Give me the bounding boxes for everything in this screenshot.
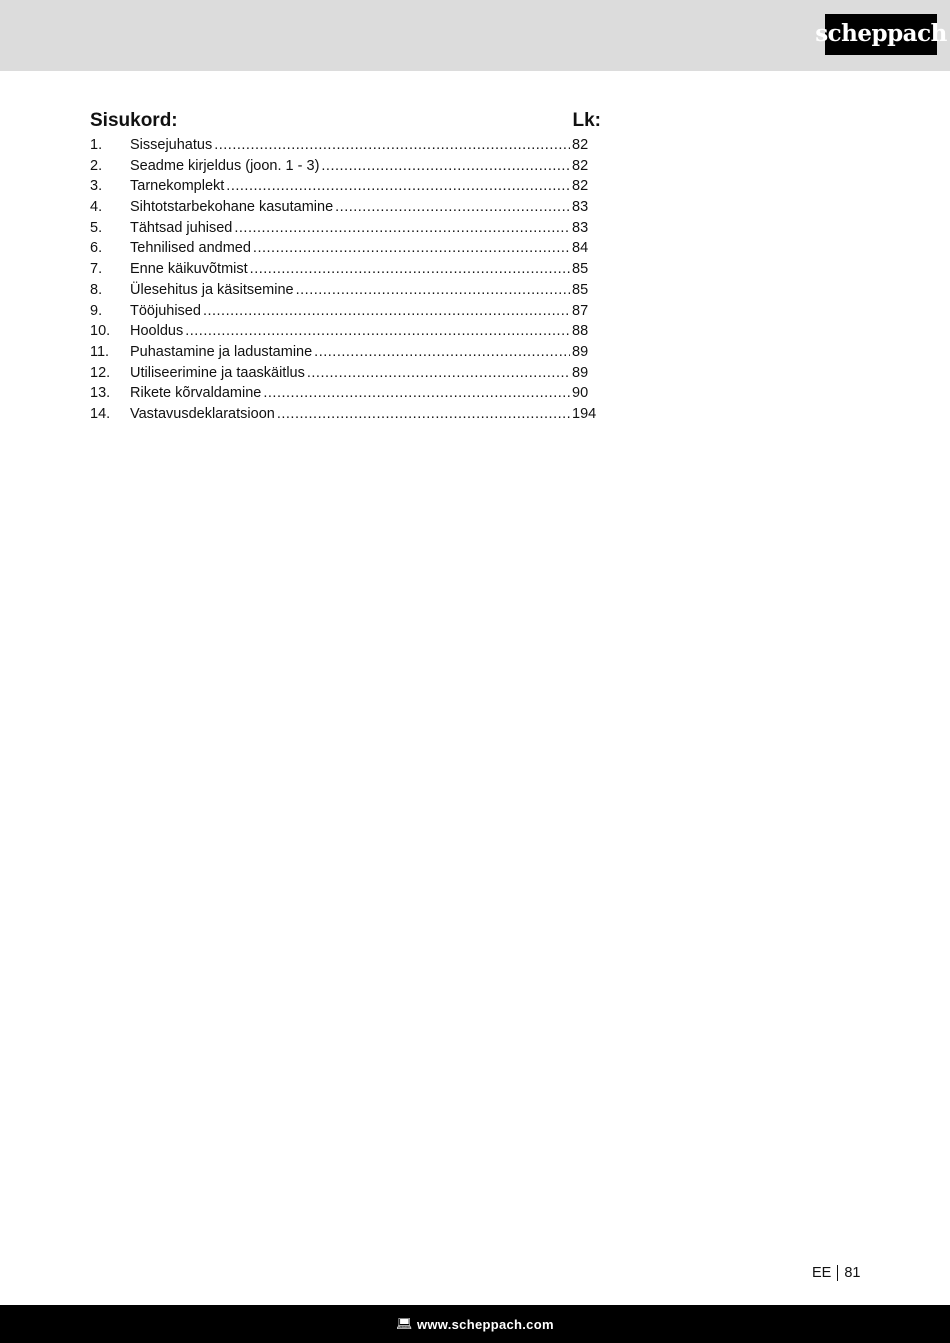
website-link[interactable]: www.scheppach.com <box>416 1316 554 1332</box>
toc-list <box>90 135 602 425</box>
toc-entry-label: Sissejuhatus <box>130 137 213 153</box>
toc-dot-leader <box>321 156 570 177</box>
toc-entry[interactable] <box>90 197 602 218</box>
toc-entry-number: 2. <box>90 157 103 174</box>
toc-entry-number: 13. <box>90 385 111 402</box>
toc-entry-number: 12. <box>90 364 111 381</box>
toc-entry-label: Puhastamine ja ladustamine <box>130 343 313 360</box>
toc-entry-label: Seadme kirjeldus (joon. 1 - 3) <box>130 157 320 174</box>
toc-entry-number: 9. <box>90 302 103 319</box>
language-code: EE <box>812 1265 832 1281</box>
toc-entry[interactable] <box>90 135 602 156</box>
toc-entry-label: Sihtotstarbekohane kasutamine <box>130 199 334 216</box>
computer-icon: 💻︎ <box>396 1316 413 1331</box>
toc-entry-label: Utiliseerimine ja taaskäitlus <box>130 364 305 381</box>
scheppach-logo <box>815 14 947 55</box>
page-number-value: 81 <box>844 1265 861 1281</box>
toc-dot-leader <box>314 342 570 363</box>
toc-entry-label: Enne käikuvõtmist <box>130 261 248 278</box>
toc-entry-number: 1. <box>90 137 103 153</box>
toc-entry-page: 84 <box>572 240 589 257</box>
toc-dot-leader <box>335 197 570 218</box>
toc-entry-number: 3. <box>90 178 103 195</box>
toc-entry-page: 82 <box>572 137 589 153</box>
toc-entry[interactable] <box>90 156 602 177</box>
toc-entry-label: Tehnilised andmed <box>130 240 251 257</box>
header-bar <box>0 0 950 71</box>
toc-dot-leader <box>226 176 570 197</box>
toc-entry[interactable] <box>90 363 602 384</box>
toc-entry[interactable] <box>90 342 602 363</box>
toc-dot-leader <box>185 321 570 342</box>
toc-entry[interactable] <box>90 383 602 404</box>
toc-entry-number: 5. <box>90 219 103 236</box>
toc-dot-leader <box>296 280 570 301</box>
toc-entry-number: 14. <box>90 405 111 422</box>
toc-entry[interactable] <box>90 301 602 322</box>
toc-entry-page: 90 <box>572 385 589 402</box>
toc-entry-page: 89 <box>572 364 589 381</box>
toc-entry[interactable] <box>90 238 602 259</box>
toc-entry-page: 82 <box>572 178 589 195</box>
toc-entry-page: 88 <box>572 323 589 340</box>
toc-entry-number: 6. <box>90 240 103 257</box>
page-number <box>812 1265 860 1281</box>
toc-entry-label: Rikete kõrvaldamine <box>130 385 262 402</box>
toc-entry-number: 4. <box>90 199 103 216</box>
toc-entry-label: Tarnekomplekt <box>130 178 225 195</box>
toc-entry-page: 83 <box>572 199 589 216</box>
toc-dot-leader <box>250 259 570 280</box>
toc-dot-leader <box>277 404 570 425</box>
toc-entry-page: 85 <box>572 261 589 278</box>
toc-entry-page: 82 <box>572 157 589 174</box>
page-column-label: Lk: <box>572 110 601 131</box>
toc-entry-label: Hooldus <box>130 323 184 340</box>
toc-dot-leader <box>203 301 570 322</box>
toc-entry-number: 11. <box>90 343 110 360</box>
toc-entry-page: 85 <box>572 281 589 298</box>
toc-dot-leader <box>307 363 570 384</box>
toc-entry-label: Vastavusdeklaratsioon <box>130 405 275 422</box>
toc-dot-leader <box>263 383 570 404</box>
toc-entry[interactable] <box>90 404 602 425</box>
toc-entry-label: Tööjuhised <box>130 302 201 319</box>
toc-entry-label: Tähtsad juhised <box>130 219 233 236</box>
toc-entry-page: 89 <box>572 343 589 360</box>
toc-header <box>90 110 602 134</box>
toc-title: Sisukord: <box>90 110 178 131</box>
toc-dot-leader <box>214 135 570 156</box>
toc-entry-number: 8. <box>90 281 103 298</box>
toc-entry-page: 87 <box>572 302 589 319</box>
toc-entry-number: 10. <box>90 323 111 340</box>
toc-entry-number: 7. <box>90 261 103 278</box>
toc-dot-leader <box>234 218 570 239</box>
toc-entry-label: Ülesehitus ja käsitsemine <box>130 281 294 298</box>
toc-entry[interactable] <box>90 176 602 197</box>
footer-bar <box>0 1305 950 1343</box>
page-number-separator <box>837 1265 838 1281</box>
logo-text: scheppach <box>815 19 947 47</box>
toc-entry-page: 83 <box>572 219 589 236</box>
toc-entry[interactable] <box>90 321 602 342</box>
toc-dot-leader <box>253 238 570 259</box>
table-of-contents <box>90 110 602 425</box>
toc-entry[interactable] <box>90 218 602 239</box>
toc-entry[interactable] <box>90 280 602 301</box>
toc-entry[interactable] <box>90 259 602 280</box>
toc-entry-page: 194 <box>572 405 597 422</box>
